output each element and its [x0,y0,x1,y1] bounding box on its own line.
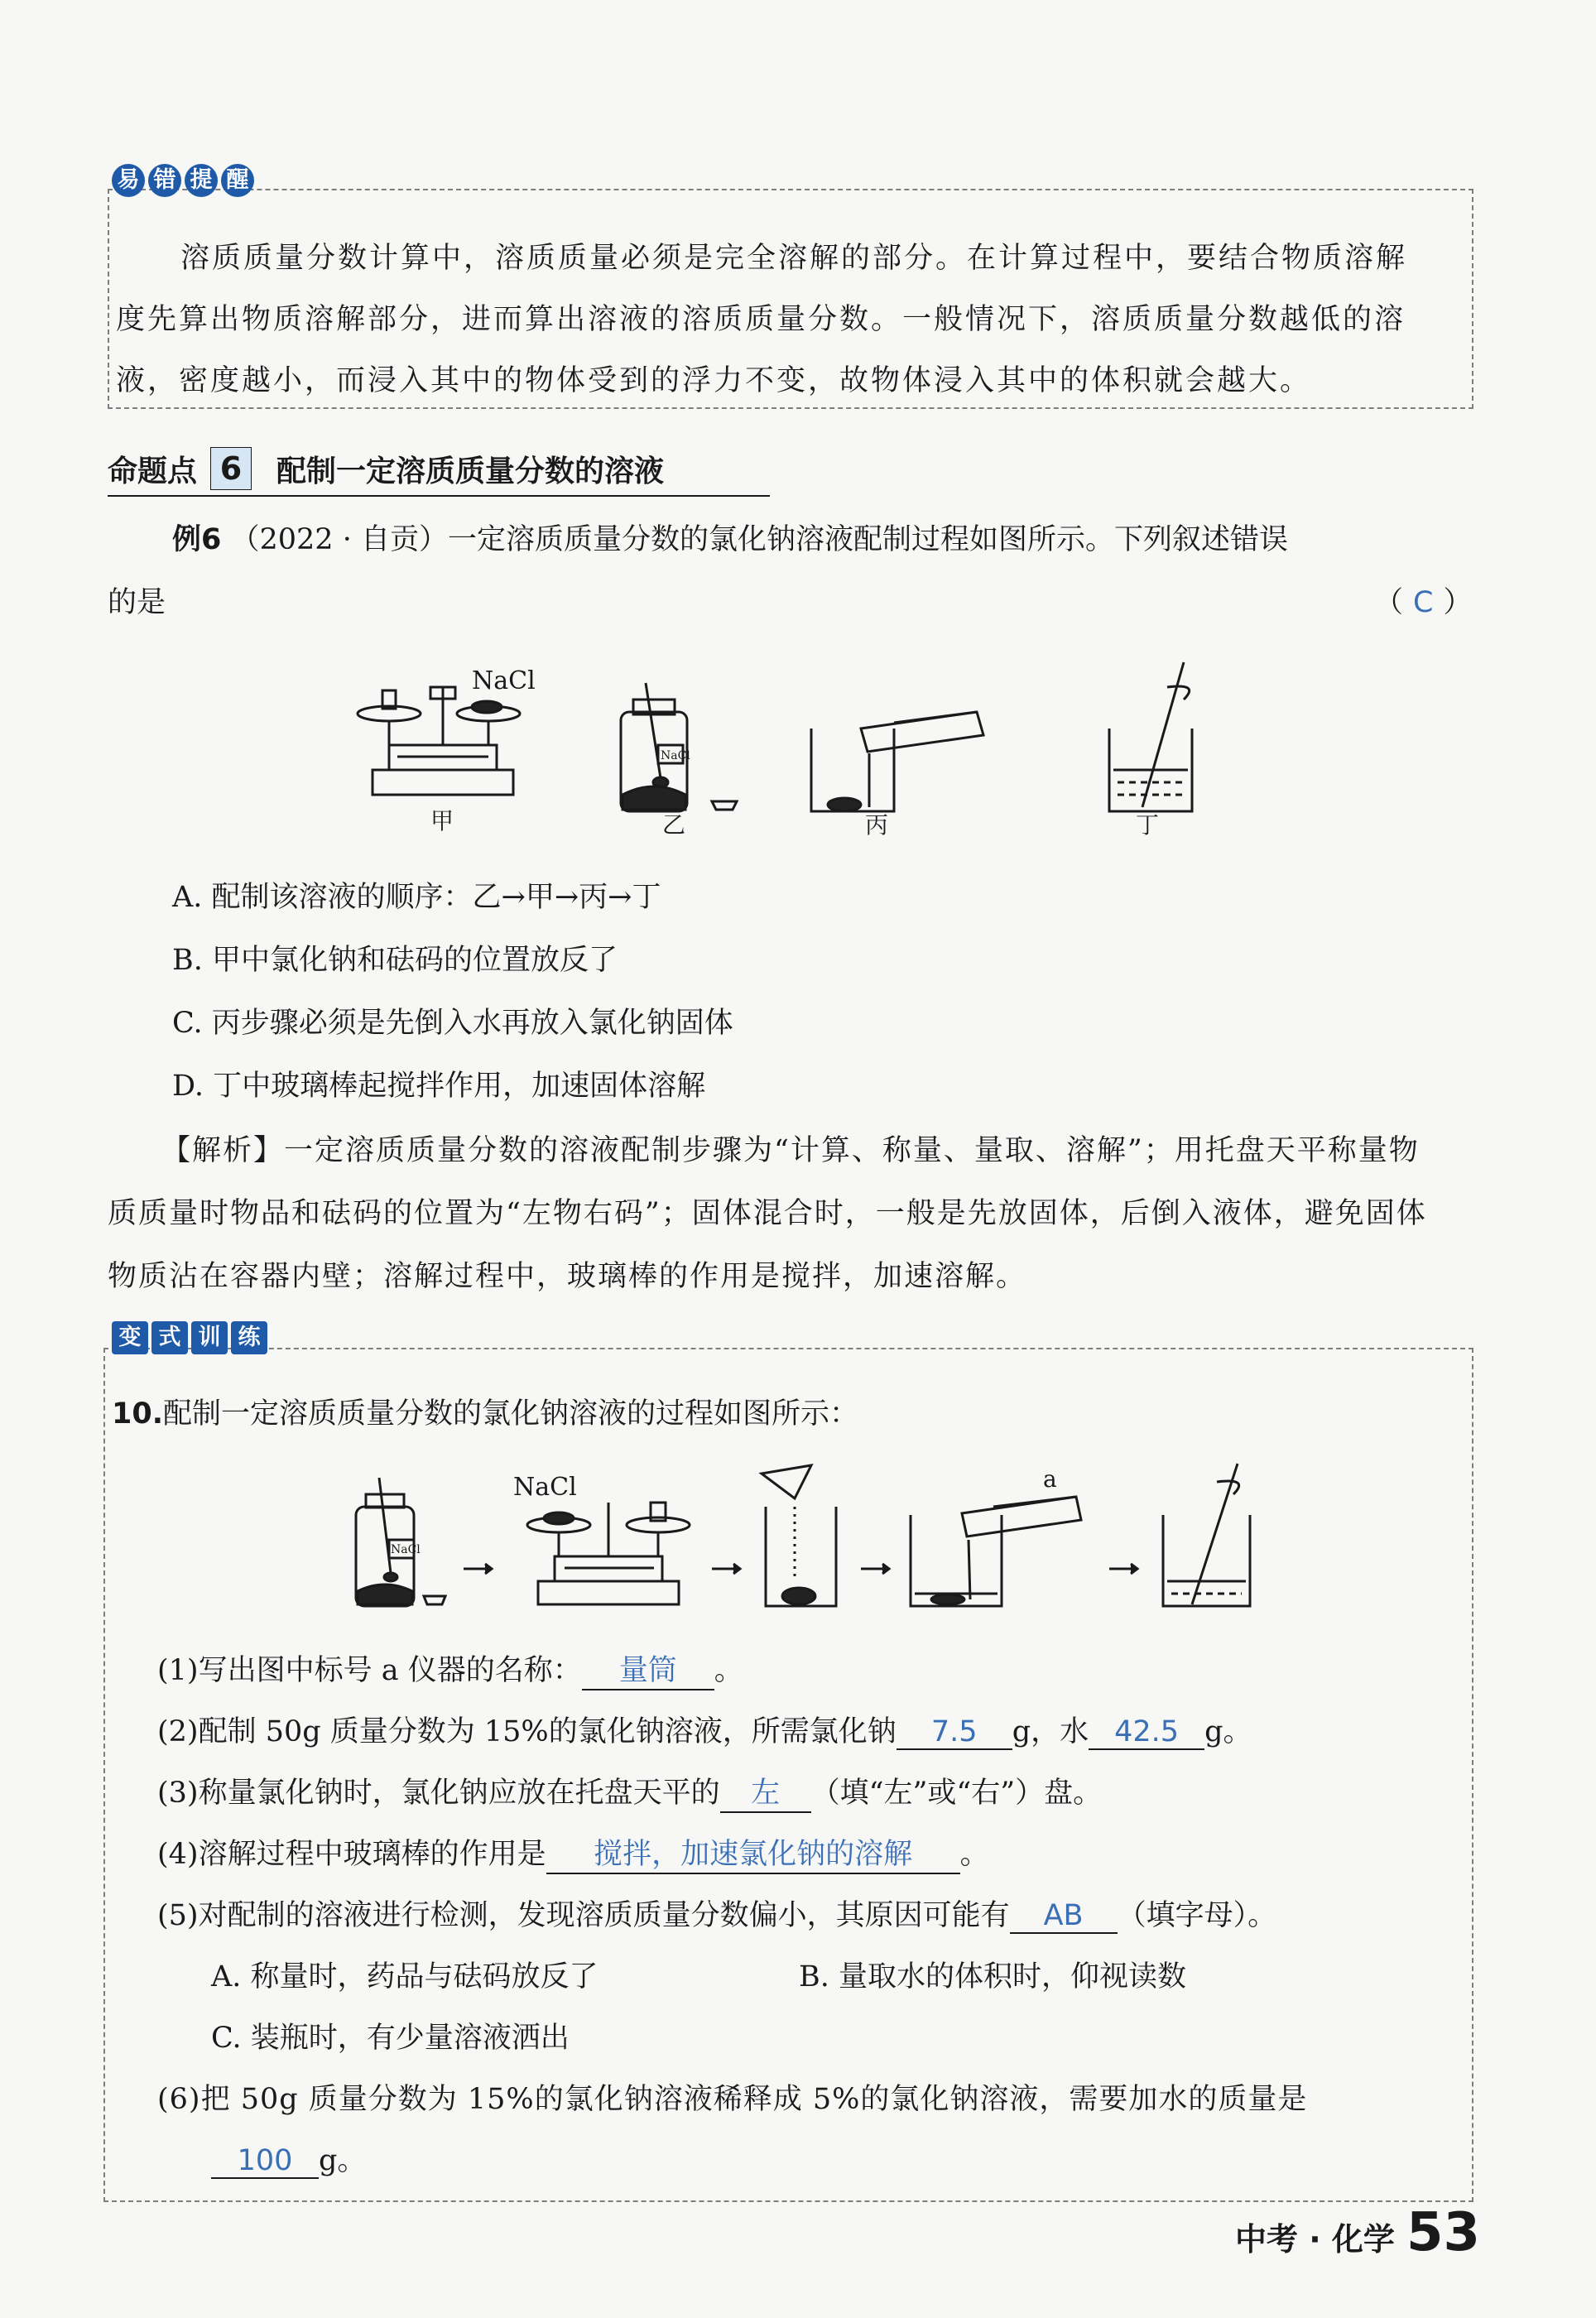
tag-char: 提 [185,164,218,197]
arrow-icon [861,1564,889,1574]
tag-char: 醒 [221,164,254,197]
arrow-icon [712,1564,740,1574]
tag-char: 练 [231,1321,267,1354]
heading-prefix: 命题点 [108,454,198,488]
example-line2: 的是 [108,586,166,619]
sub-question-5 [157,1892,1276,1934]
reagent-jar-icon [621,683,737,811]
q3-answer: 左 [720,1770,811,1813]
beaker-stir-icon [1109,662,1192,811]
q5-answer: AB [1010,1899,1118,1934]
q5-post: （填字母）。 [1117,1899,1277,1932]
example-answer-value: C [1413,586,1434,619]
example-label: 例6 [172,523,222,556]
sub-question-1 [157,1647,743,1690]
q2-answer-water: 42.5 [1089,1715,1204,1750]
beaker-pour-icon [911,1497,1081,1606]
q2-post: g。 [1204,1715,1252,1748]
q6-post: g。 [319,2144,367,2177]
example-answer [1374,580,1472,621]
q2-mid: g，水 [1012,1715,1089,1748]
tag-char: 变 [112,1321,148,1354]
tip-tag [112,164,254,197]
tag-char: 错 [148,164,181,197]
example-option: B. 甲中氯化钠和砝码的位置放反了 [172,944,618,977]
nacl-label: NaCl [472,666,536,695]
q3-text: (3)称量氯化钠时，氯化钠应放在托盘天平的 [157,1777,720,1810]
analysis-line: 【解析】一定溶质质量分数的溶液配制步骤为“计算、称量、量取、溶解”；用托盘天平称量物 [161,1134,1420,1167]
tag-char: 训 [191,1321,228,1354]
q6-answer: 100 [211,2144,319,2179]
heading-number: 6 [210,447,252,490]
reagent-jar-icon [356,1478,445,1606]
q1-post: 。 [714,1654,743,1687]
figure-caption: 丁 [1136,811,1160,839]
q4-post: 。 [959,1838,989,1871]
tip-line: 液，密度越小，而浸入其中的物体受到的浮力不变，故物体浸入其中的体积就会越大。 [116,364,1312,397]
q4-answer: 搅拌，加速氯化钠的溶解 [546,1831,960,1874]
example-line1 [172,517,1288,558]
heading-title: 配制一定溶质质量分数的溶液 [276,454,665,488]
page-number: 53 [1406,2202,1480,2263]
instrument-a-label: a [1043,1465,1057,1493]
q5-option: A. 称量时，药品与砝码放反了 [211,1960,598,1993]
analysis-line: 质质量时物品和砝码的位置为“左物右码”；固体混合时，一般是先放固体，后倒入液体，避免固体 [108,1197,1427,1230]
figure-caption: 甲 [430,807,454,834]
q2-answer-nacl: 7.5 [897,1715,1012,1750]
tag-char: 易 [112,164,145,197]
example-figure-svg [348,654,1258,844]
figure-caption: 乙 [662,811,686,839]
tag-char: 式 [151,1321,188,1354]
practice-figure [348,1457,1275,1623]
page-footer [1235,2202,1480,2263]
q1-answer: 量筒 [582,1647,714,1690]
paren-open: （ [1374,586,1404,619]
jar-label: NaCl [661,749,690,762]
tip-line: 度先算出物质溶解部分，进而算出溶液的溶质质量分数。一般情况下，溶质质量分数越低的溶 [116,303,1406,336]
example-option: D. 丁中玻璃棒起搅拌作用，加速固体溶解 [172,1070,706,1103]
sub-question-6-cont [211,2138,366,2179]
sub-question-2 [157,1709,1252,1750]
q4-text: (4)溶解过程中玻璃棒的作用是 [157,1838,546,1871]
beaker-pour-icon [811,712,983,811]
sub-question-3 [157,1770,1102,1813]
sub-question-4 [157,1831,989,1874]
practice-tag [112,1321,267,1354]
practice-question [112,1391,858,1432]
example-figure [348,654,1258,844]
practice-figure-svg [348,1457,1275,1623]
q5-text: (5)对配制的溶液进行检测，发现溶质质量分数偏小，其原因可能有 [157,1899,1010,1932]
q5-option: C. 装瓶时，有少量溶液洒出 [211,2022,570,2055]
q2-text: (2)配制 50g 质量分数为 15%的氯化钠溶液，所需氯化钠 [157,1715,897,1748]
example-option: A. 配制该溶液的顺序：乙→甲→丙→丁 [172,881,661,914]
example-option: C. 丙步骤必须是先倒入水再放入氯化钠固体 [172,1007,733,1040]
q5-option: B. 量取水的体积时，仰视读数 [799,1960,1186,1993]
example-stem: （2022 · 自贡）一定溶质质量分数的氯化钠溶液配制过程如图所示。下列叙述错误 [230,523,1288,556]
arrow-icon [464,1564,492,1574]
q1-text: (1)写出图中标号 a 仪器的名称： [157,1654,582,1687]
q3-post: （填“左”或“右”）盘。 [810,1777,1103,1810]
beaker-funnel-icon [762,1465,836,1606]
nacl-label: NaCl [513,1473,577,1502]
heading-rule [108,495,770,497]
question-stem: 配制一定溶质质量分数的氯化钠溶液的过程如图所示： [163,1397,859,1431]
paren-close: ） [1443,586,1473,619]
figure-caption: 丙 [865,811,889,839]
beaker-stir-icon [1163,1464,1250,1606]
question-number: 10. [112,1397,164,1431]
section-heading [108,447,664,490]
sub-question-6: (6)把 50g 质量分数为 15%的氯化钠溶液稀释成 5%的氯化钠溶液，需要加水的质量是 [157,2083,1308,2116]
arrow-icon [1109,1564,1137,1574]
footer-title: 中考 · 化学 [1235,2221,1395,2258]
jar-label: NaCl [391,1543,421,1556]
tip-line: 溶质质量分数计算中，溶质质量必须是完全溶解的部分。在计算过程中，要结合物质溶解 [180,242,1408,275]
analysis-line: 物质沾在容器内壁；溶解过程中，玻璃棒的作用是搅拌，加速溶解。 [108,1260,1027,1293]
